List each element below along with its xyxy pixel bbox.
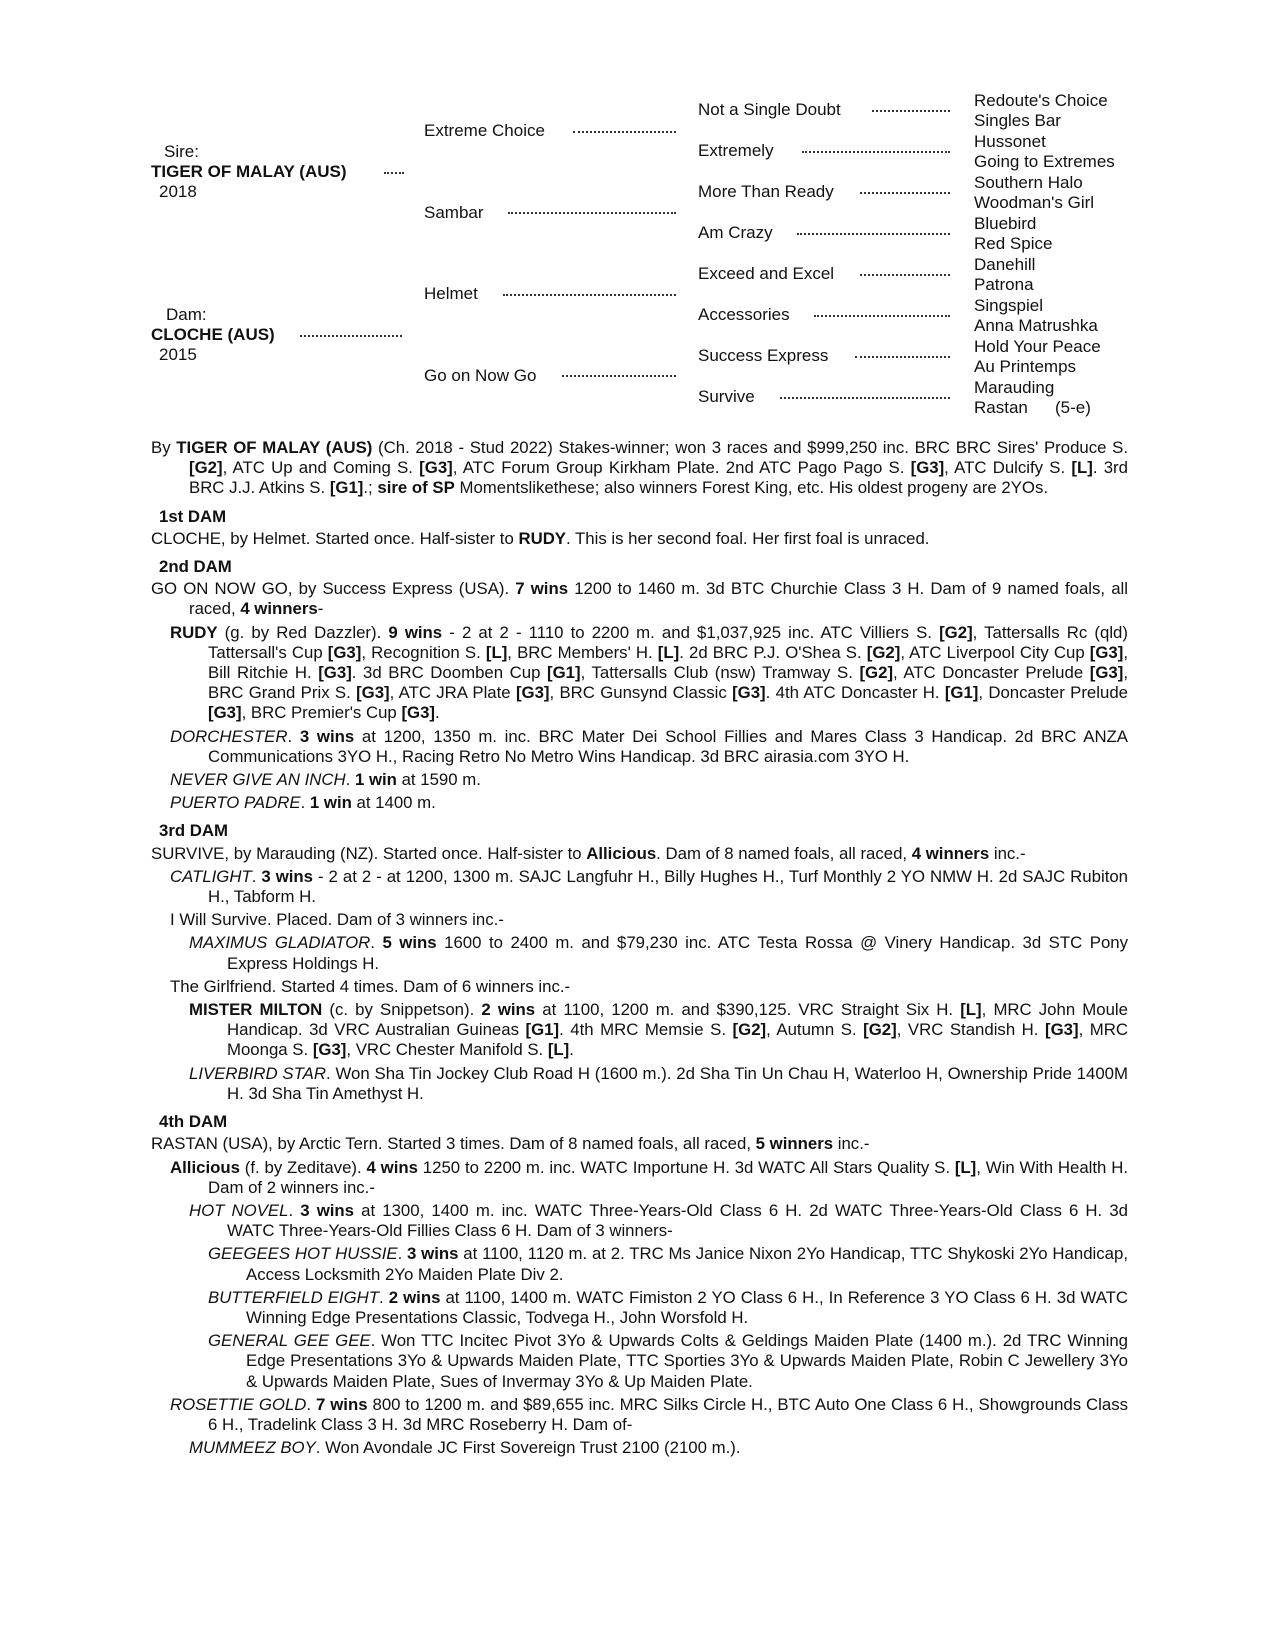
gen2-dam-sire: Helmet	[424, 284, 478, 303]
text-run: , Tattersalls Club (nsw) Tramway S.	[580, 663, 860, 683]
dotted-leader	[802, 151, 950, 153]
dotted-leader	[814, 315, 950, 317]
text-run: .	[397, 1244, 408, 1264]
emphasis-text: [G2]	[732, 1020, 767, 1040]
emphasis-text: [G3]	[356, 683, 390, 703]
gen4-horse: Marauding	[974, 378, 1055, 397]
emphasis-text: 1 win	[354, 770, 397, 790]
text-run: .	[288, 1200, 301, 1220]
emphasis-text: sire of SP	[377, 478, 455, 498]
dam-summary-paragraph	[151, 438, 1128, 499]
text-run: (f. by Zeditave).	[239, 1157, 367, 1177]
emphasis-text: [G3]	[401, 703, 435, 723]
horse-name: LIVERBIRD STAR	[189, 1063, 326, 1083]
gen2-dam-dam: Go on Now Go	[424, 366, 537, 385]
text-run: at 1200, 1350 m. inc. BRC Mater Dei School Fillies and Mares Class 3 Handicap. 2d BRC ANZA Communications 3YO H., Racing Retro No Metro Wins Handicap. 3d BRC airasia.com 3YO H.	[208, 726, 1129, 766]
emphasis-text: [G1]	[525, 1020, 560, 1040]
emphasis-text: 2 wins	[481, 1000, 536, 1020]
text-run: (g. by Red Dazzler).	[217, 622, 389, 642]
emphasis-text: 7 wins	[515, 579, 569, 599]
emphasis-text: [G3]	[312, 1040, 347, 1060]
emphasis-text: 3 wins	[299, 726, 355, 746]
text-run: -	[317, 599, 324, 619]
dotted-leader	[872, 110, 950, 112]
gen4-horse: Going to Extremes	[974, 152, 1115, 171]
gen4-horse: Hussonet	[974, 132, 1046, 151]
horse-name: GEEGEES HOT HUSSIE	[208, 1244, 398, 1264]
emphasis-text: [G3]	[208, 703, 242, 723]
text-run: . Won Avondale JC First Sovereign Trust 2100 (2100 m.).	[315, 1438, 741, 1458]
emphasis-text: [L]	[657, 642, 680, 662]
dam-summary-paragraph	[151, 579, 1128, 619]
gen3-horse: Success Express	[698, 346, 829, 365]
gen4-horse: Anna Matrushka	[974, 316, 1098, 335]
text-run: , BRC Members' H.	[507, 642, 658, 662]
text-run: . Won Sha Tin Jockey Club Road H (1600 m.). 2d Sha Tin Un Chau H, Waterloo H, Ownership Pride 1400M H. 3d Sha Tin Amethyst H.	[227, 1063, 1128, 1103]
text-run: - 2 at 2 - at 1200, 1300 m. SAJC Langfuhr H., Billy Hughes H., Turf Monthly 2 YO NMW H. 2d SAJC Rubiton H., Tabform H.	[208, 866, 1129, 907]
horse-name: MUMMEEZ BOY	[189, 1438, 316, 1458]
horse-name: DORCHESTER	[170, 726, 288, 746]
gen4-horse: Southern Halo	[974, 173, 1083, 192]
text-run: . 4th ATC Doncaster H.	[765, 683, 945, 703]
text-run: at 1400 m.	[351, 793, 436, 813]
gen3-horse: Exceed and Excel	[698, 264, 835, 283]
dotted-leader	[855, 356, 950, 358]
emphasis-text: 4 winners	[240, 599, 318, 619]
progeny-entry	[151, 977, 1128, 997]
emphasis-text: Allicious	[170, 1157, 240, 1177]
dam-summary-paragraph	[151, 844, 1128, 864]
sire-label: Sire:	[164, 142, 199, 161]
dotted-leader	[780, 397, 950, 399]
text-run: RASTAN (USA), by Arctic Tern. Started 3 times. Dam of 8 named foals, all raced,	[151, 1134, 756, 1154]
emphasis-text: Allicious	[586, 843, 657, 863]
dam-summary-paragraph	[151, 529, 1128, 549]
text-run: , ATC Liverpool City Cup	[900, 642, 1090, 662]
progeny-entry	[151, 867, 1128, 907]
text-run: , ATC JRA Plate	[389, 683, 516, 703]
text-run: , VRC Standish H.	[896, 1020, 1045, 1040]
text-run: , VRC Chester Manifold S.	[346, 1040, 548, 1060]
dotted-leader	[503, 294, 676, 296]
text-run: . 2d BRC P.J. O'Shea S.	[679, 642, 867, 662]
emphasis-text: 9 wins	[388, 622, 443, 642]
emphasis-text: [G3]	[732, 683, 766, 703]
dam-name: CLOCHE (AUS)	[151, 325, 275, 344]
text-run: at 1100, 1120 m. at 2. TRC Ms Janice Nixon 2Yo Handicap, TTC Shykoski 2Yo Handicap, Access Locksmith 2Yo Maiden Plate Div 2.	[246, 1244, 1128, 1284]
emphasis-text: [G3]	[1089, 642, 1124, 662]
gen4-horse: Patrona	[974, 275, 1034, 294]
dotted-leader	[300, 335, 402, 337]
horse-name: GENERAL GEE GEE	[208, 1331, 371, 1351]
emphasis-text: 1 win	[309, 793, 352, 813]
progeny-entry	[151, 1158, 1128, 1198]
gen3-horse: More Than Ready	[698, 182, 834, 201]
text-run: at 1100, 1400 m. WATC Fimiston 2 YO Class 6 H., In Reference 3 YO Class 6 H. 3d WATC Winning Edge Presentations Classic, Todvega H., John Worsfold H.	[246, 1287, 1129, 1327]
progeny-entry	[151, 793, 1128, 813]
dotted-leader	[797, 233, 950, 235]
text-run: 1600 to 2400 m. and $79,230 inc. ATC Testa Rossa @ Vinery Handicap. 3d STC Pony Express Holdings H.	[227, 933, 1129, 973]
text-run: GO ON NOW GO, by Success Express (USA).	[151, 579, 516, 599]
gen4-horse: Red Spice	[974, 234, 1053, 253]
text-run: SURVIVE, by Marauding (NZ). Started once. Half-sister to	[151, 843, 587, 863]
text-run: . 4th MRC Memsie S.	[559, 1020, 733, 1040]
text-run: at 1590 m.	[396, 770, 481, 790]
emphasis-text: [L]	[485, 642, 508, 662]
progeny-entry	[151, 1395, 1128, 1435]
dotted-leader	[384, 172, 404, 174]
emphasis-text: [G1]	[329, 478, 364, 498]
horse-name: NEVER GIVE AN INCH	[170, 770, 346, 790]
emphasis-text: [L]	[954, 1157, 977, 1177]
text-run: .	[251, 866, 262, 886]
gen3-horse: Am Crazy	[698, 223, 773, 242]
text-run: .	[370, 933, 383, 953]
emphasis-text: 3 wins	[407, 1244, 459, 1264]
dam-section-heading: 1st DAM	[159, 506, 227, 526]
text-run: , Tattersalls Rc (qld) Tattersall's Cup	[208, 622, 1128, 662]
horse-name: PUERTO PADRE	[170, 793, 301, 813]
emphasis-text: 4 winners	[911, 843, 990, 863]
emphasis-text: 3 wins	[261, 866, 314, 886]
emphasis-text: [G3]	[1089, 663, 1124, 683]
emphasis-text: RUDY	[170, 622, 218, 642]
text-run: inc.-	[833, 1134, 870, 1154]
progeny-entry	[151, 1331, 1128, 1392]
text-run: . 3rd BRC J.J. Atkins S.	[189, 458, 1128, 498]
text-run: , Autumn S.	[766, 1020, 864, 1040]
emphasis-text: [L]	[960, 1000, 982, 1020]
emphasis-text: [G1]	[944, 683, 979, 703]
text-run: By	[151, 438, 177, 457]
dotted-leader	[860, 192, 950, 194]
gen3-horse: Extremely	[698, 141, 774, 160]
dotted-leader	[860, 274, 950, 276]
text-run: , ATC Doncaster Prelude	[893, 663, 1090, 683]
horse-name: HOT NOVEL	[189, 1200, 289, 1220]
emphasis-text: [G2]	[866, 642, 901, 662]
text-run: (Ch. 2018 - Stud 2022) Stakes-winner; won 3 races and $999,250 inc. BRC BRC Sires' Produce S.	[372, 438, 1129, 457]
text-run: .	[287, 726, 300, 746]
text-run: , MRC John Moule Handicap. 3d VRC Australian Guineas	[227, 1000, 1128, 1040]
text-run: 1250 to 2200 m. inc. WATC Importune H. 3d WATC All Stars Quality S.	[417, 1157, 955, 1177]
text-run: . Dam of 8 named foals, all raced,	[656, 843, 912, 863]
horse-name: CATLIGHT	[170, 866, 252, 886]
text-run: , Win With Health H. Dam of 2 winners inc.-	[208, 1157, 1128, 1197]
text-run: .	[300, 793, 310, 813]
text-run: 1200 to 1460 m. 3d BTC Churchie Class 3 H. Dam of 9 named foals, all raced,	[189, 579, 1129, 619]
emphasis-text: [G2]	[189, 458, 223, 478]
text-run: . Won TTC Incitec Pivot 3Yo & Upwards Colts & Geldings Maiden Plate (1400 m.). 2d TRC Winning Edge Presentations 3Yo & Upwards Maiden Plate, TTC Sporties 3Yo & Upwards Maiden Plate, Robin C Jewellery 3Yo & Upwards Maiden Plate, Sues of Invermay 3Yo & Up Maiden Plate.	[246, 1331, 1128, 1391]
inbreeding-note: (5-e)	[1055, 398, 1091, 417]
text-run: , BRC Gunsynd Classic	[549, 683, 733, 703]
dam-section-heading: 4th DAM	[159, 1112, 228, 1132]
emphasis-text: 3 wins	[300, 1200, 355, 1220]
dotted-leader	[508, 212, 676, 214]
emphasis-text: [G2]	[859, 663, 894, 683]
text-run: .	[379, 1287, 389, 1307]
dotted-leader	[562, 375, 676, 377]
gen4-horse: Danehill	[974, 255, 1036, 274]
text-run: .	[435, 703, 440, 723]
progeny-entry	[151, 1438, 1128, 1458]
text-run: , ATC Dulcify S.	[944, 458, 1072, 478]
gen3-horse: Not a Single Doubt	[698, 100, 841, 119]
emphasis-text: [G2]	[863, 1020, 897, 1040]
text-run: , Recognition S.	[361, 642, 486, 662]
text-run: , BRC Grand Prix S.	[208, 663, 1128, 703]
horse-name: BUTTERFIELD EIGHT	[208, 1287, 380, 1307]
progeny-entry	[151, 910, 1128, 930]
text-run: .	[306, 1394, 316, 1414]
emphasis-text: 5 wins	[382, 933, 437, 953]
gen3-horse: Survive	[698, 387, 755, 406]
gen4-horse: Singspiel	[974, 296, 1043, 315]
gen4-horse: Woodman's Girl	[974, 193, 1095, 212]
text-run: , Doncaster Prelude	[978, 683, 1128, 703]
text-run: 800 to 1200 m. and $89,655 inc. MRC Silks Circle H., BTC Auto One Class 6 H., Showgrounds Class 6 H., Tradelink Class 3 H. 3d MRC Roseberry H. Dam of-	[208, 1394, 1129, 1434]
text-run: - 2 at 2 - 1110 to 2200 m. and $1,037,925 inc. ATC Villiers S.	[442, 622, 940, 642]
gen3-horse: Accessories	[698, 305, 790, 324]
emphasis-text: [G3]	[318, 663, 352, 683]
dam-year: 2015	[159, 345, 197, 364]
text-run: at 1300, 1400 m. inc. WATC Three-Years-Old Class 6 H. 2d WATC Three-Years-Old Class 6 H. 3d WATC Three-Years-Old Fillies Class 6 H. Dam of 3 winners-	[227, 1200, 1129, 1241]
emphasis-text: [L]	[547, 1040, 570, 1060]
horse-name: ROSETTIE GOLD	[170, 1394, 307, 1414]
emphasis-text: [L]	[1071, 458, 1093, 478]
catalogue-page-body	[151, 438, 1128, 1461]
emphasis-text: [G3]	[1045, 1020, 1079, 1040]
dotted-leader	[573, 131, 676, 133]
progeny-entry	[151, 1064, 1128, 1104]
dam-label: Dam:	[166, 305, 207, 324]
gen4-horse: Hold Your Peace	[974, 337, 1101, 356]
text-run: .;	[363, 478, 378, 498]
emphasis-text: [G2]	[939, 622, 973, 642]
emphasis-text: TIGER OF MALAY (AUS)	[176, 438, 373, 457]
gen2-sire-sire: Extreme Choice	[424, 121, 545, 140]
horse-name: MAXIMUS GLADIATOR	[189, 933, 371, 953]
emphasis-text: [G3]	[515, 683, 550, 703]
sire-year: 2018	[159, 182, 197, 201]
text-run: inc.-	[989, 843, 1026, 863]
gen4-horse: Singles Bar	[974, 111, 1061, 130]
sire-name: TIGER OF MALAY (AUS)	[151, 162, 347, 181]
text-run: , MRC Moonga S.	[227, 1020, 1128, 1060]
emphasis-text: [G1]	[547, 663, 581, 683]
text-run: (c. by Snippetson).	[322, 1000, 482, 1020]
emphasis-text: RUDY	[518, 528, 567, 548]
emphasis-text: 5 winners	[755, 1134, 834, 1154]
emphasis-text: 2 wins	[388, 1287, 441, 1307]
text-run: I Will Survive. Placed. Dam of 3 winners inc.-	[170, 910, 504, 930]
text-run: .	[569, 1040, 574, 1060]
text-run: . This is her second foal. Her first foal is unraced.	[566, 528, 930, 548]
gen4-horse: Bluebird	[974, 214, 1037, 233]
progeny-entry	[151, 1244, 1128, 1284]
progeny-entry	[151, 1201, 1128, 1241]
dam-section-heading: 2nd DAM	[159, 557, 232, 577]
text-run: CLOCHE, by Helmet. Started once. Half-sister to	[151, 528, 519, 548]
gen4-horse: Rastan	[974, 398, 1028, 417]
dam-section-heading: 3rd DAM	[159, 821, 228, 841]
emphasis-text: [G3]	[910, 458, 945, 478]
progeny-entry	[151, 770, 1128, 790]
gen2-sire-dam: Sambar	[424, 203, 484, 222]
gen4-horse: Redoute's Choice	[974, 91, 1108, 110]
progeny-entry	[151, 933, 1128, 973]
text-run: , ATC Forum Group Kirkham Plate. 2nd ATC Pago Pago S.	[452, 458, 911, 478]
emphasis-text: MISTER MILTON	[189, 1000, 323, 1020]
gen4-horse: Au Printemps	[974, 357, 1077, 376]
text-run: at 1100, 1200 m. and $390,125. VRC Straight Six H.	[535, 1000, 961, 1020]
text-run: , ATC Up and Coming S.	[222, 458, 420, 478]
text-run: The Girlfriend. Started 4 times. Dam of 6 winners inc.-	[170, 976, 571, 996]
text-run: , BRC Premier's Cup	[241, 703, 402, 723]
progeny-entry	[151, 727, 1128, 767]
text-run: . 3d BRC Doomben Cup	[351, 663, 548, 683]
emphasis-text: [G3]	[327, 642, 362, 662]
emphasis-text: 7 wins	[316, 1394, 368, 1414]
text-run: Momentslikethese; also winners Forest King, etc. His oldest progeny are 2YOs.	[454, 478, 1049, 498]
progeny-entry	[151, 1000, 1128, 1061]
text-run: .	[345, 770, 355, 790]
dam-summary-paragraph	[151, 1134, 1128, 1154]
emphasis-text: 4 wins	[366, 1157, 418, 1177]
text-run: , Bill Ritchie H.	[208, 642, 1129, 683]
progeny-entry	[151, 1288, 1128, 1328]
progeny-entry	[151, 623, 1128, 724]
emphasis-text: [G3]	[419, 458, 453, 478]
